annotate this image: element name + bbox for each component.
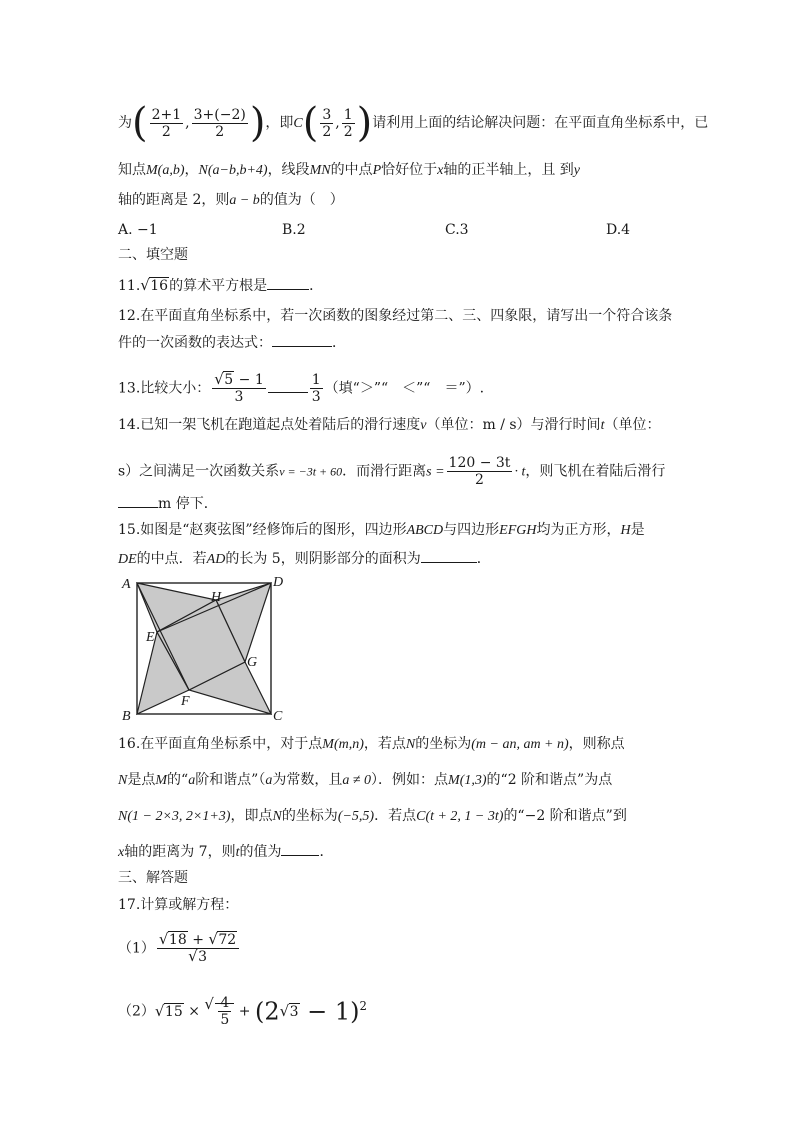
text: ． <box>309 278 324 294</box>
answer-blank <box>267 275 309 290</box>
radicand: 3 <box>198 949 208 965</box>
coordinate: (t + 2, 1 − 3t) <box>425 809 504 824</box>
axis-label: y <box>573 163 581 178</box>
q12-line2 <box>118 332 346 353</box>
text: 16.在平面直角坐标系中，对于点 <box>118 736 323 752</box>
answer-blank <box>118 493 158 508</box>
expression: (2 <box>254 997 280 1026</box>
fraction <box>310 372 323 405</box>
text: 14.已知一架飞机在跑道起点处着陆后的滑行速度 <box>118 417 421 433</box>
segment-label: AD <box>206 552 226 567</box>
radicand: 16 <box>150 278 169 294</box>
zhao-shuang-diagram <box>114 572 294 727</box>
numerator-rest: − 1 <box>234 372 264 388</box>
radicand: 18 <box>168 932 187 948</box>
point-label: M <box>322 737 334 752</box>
fraction <box>320 107 333 140</box>
sqrt-expression <box>280 1002 300 1022</box>
axis-label: x <box>437 163 444 178</box>
point-label: C <box>416 809 426 824</box>
point-label: M <box>155 773 168 788</box>
q16-line2 <box>118 770 612 791</box>
numerator: 120 − 3t <box>448 455 511 471</box>
choice-d: D.4 <box>606 222 631 238</box>
q16-line3 <box>118 806 627 827</box>
text: 的“ <box>167 772 189 788</box>
denominator: 2 <box>161 123 171 140</box>
text: 轴的距离是 2，则 <box>118 192 230 208</box>
answer-blank <box>272 332 332 347</box>
q15-line1 <box>118 520 645 541</box>
coordinate: (m,n) <box>333 737 364 752</box>
axis-label: x <box>118 845 125 860</box>
numerator <box>157 932 239 949</box>
point-label: N <box>118 773 128 788</box>
text: 是点 <box>127 772 156 788</box>
fraction <box>447 455 513 488</box>
text: ，若点 <box>363 736 406 752</box>
text: ．而滑行距离 <box>342 463 427 480</box>
point-label: C <box>293 116 303 131</box>
variable: a <box>265 773 273 788</box>
denominator <box>157 949 239 965</box>
fraction <box>342 107 355 140</box>
text: 15.如图是“赵爽弦图”经修饰后的图形，四边形 <box>118 522 407 538</box>
text: ． <box>319 844 334 860</box>
label-e: E <box>146 630 155 645</box>
numerator: 2+1 <box>151 106 182 123</box>
coordinate: (a,b) <box>157 163 185 178</box>
shape-label: EFGH <box>499 523 537 538</box>
label-d: D <box>273 575 284 590</box>
text: ，则称点 <box>568 736 625 752</box>
text: 的中点．若 <box>136 551 207 567</box>
coordinate: (−5,5) <box>337 809 375 824</box>
text: 件的一次函数的表达式： <box>118 335 272 351</box>
variable: t <box>600 418 605 433</box>
text: 是 <box>630 522 645 538</box>
point-label: M <box>448 773 460 788</box>
part-label: （2） <box>118 1003 155 1020</box>
sqrt-expression <box>214 372 234 388</box>
denominator: 3 <box>234 389 244 405</box>
denominator: 5 <box>220 1012 230 1028</box>
numerator <box>212 372 265 389</box>
open-paren: ( <box>132 100 148 146</box>
label-h: H <box>211 590 222 605</box>
radicand: 5 <box>224 372 234 388</box>
answer-blank <box>268 378 308 393</box>
exponent: 2 <box>359 998 367 1013</box>
point-label: N <box>198 163 208 178</box>
label-a: A <box>122 577 131 592</box>
expression: − 1) <box>299 997 360 1026</box>
text: 恰好位于 <box>381 162 438 178</box>
close-paren: ) <box>249 100 266 146</box>
fraction <box>192 107 248 140</box>
variable: t <box>235 845 240 860</box>
label-f: F <box>181 694 190 709</box>
inequality: a ≠ 0 <box>342 773 372 788</box>
numerator: 1 <box>311 372 321 388</box>
q10-line3 <box>118 190 344 211</box>
text: 的值为 <box>239 844 282 860</box>
operator: + <box>187 932 209 948</box>
coordinate: (m − an, am + n) <box>471 737 569 752</box>
radicand <box>215 995 234 1028</box>
text: ，即点 <box>230 808 273 824</box>
q10-line2 <box>118 160 580 181</box>
label-b: B <box>122 709 131 724</box>
q11 <box>118 275 323 296</box>
text: 均为正方形， <box>536 522 621 538</box>
q16-line4 <box>118 841 333 863</box>
text: ）．例如：点 <box>371 772 449 788</box>
numerator: 3+(−2) <box>193 106 246 123</box>
fraction <box>218 995 231 1028</box>
point-label: P <box>372 163 382 178</box>
question-number: 11. <box>118 278 141 294</box>
fraction <box>212 372 265 405</box>
text: 知点 <box>118 162 146 178</box>
operator: × <box>183 1003 205 1020</box>
q16-line1 <box>118 734 625 755</box>
answer-blank <box>281 841 319 856</box>
part-label: （1） <box>118 940 155 957</box>
label-c: C <box>273 709 283 724</box>
equation: · t <box>514 464 526 480</box>
q10-text-prefix: 为 <box>118 115 132 131</box>
text: 为常数，且 <box>272 772 343 788</box>
text: 的中点 <box>330 162 373 178</box>
text: 的长为 5，则阴影部分的面积为 <box>225 551 421 567</box>
fraction <box>150 107 184 140</box>
sqrt-expression <box>155 1002 184 1022</box>
open-paren: ( <box>302 100 319 146</box>
point-label: M <box>146 163 158 178</box>
q12-line1: 12.在平面直角坐标系中，若一次函数的图象经过第二、三、四象限，请写出一个符合该条 <box>118 308 673 324</box>
q14-line3 <box>118 493 218 514</box>
text: 的算术平方根是 <box>169 278 268 294</box>
text: 轴的正半轴上，且 到 <box>443 162 574 178</box>
text: （单位：m / s）与滑行时间 <box>426 417 601 433</box>
operator: + <box>234 1003 255 1020</box>
point-label: H <box>620 523 631 538</box>
q17-title: 17.计算或解方程： <box>118 897 239 913</box>
label-g: G <box>247 655 258 670</box>
q14-line1 <box>118 415 660 436</box>
text: 与四边形 <box>443 522 500 538</box>
shape-label: ABCD <box>406 523 444 538</box>
q17-part2 <box>118 995 367 1028</box>
segment-label: MN <box>309 163 331 178</box>
segment-label: DE <box>118 552 137 567</box>
denominator: 2 <box>215 123 225 140</box>
coordinate: (a−b,b+4) <box>207 163 268 178</box>
denominator: 2 <box>475 472 484 488</box>
point-label: N <box>118 809 128 824</box>
q15-line2 <box>118 548 491 570</box>
text: 的值为（ ） <box>259 192 344 208</box>
text: s）之间满足一次函数关系 <box>118 463 280 480</box>
denominator: 2 <box>343 123 353 140</box>
text: ．若点 <box>374 808 417 824</box>
sqrt-expression <box>188 949 208 965</box>
text: 13.比较大小： <box>118 380 211 397</box>
text: ． <box>332 335 346 351</box>
q13 <box>118 372 484 405</box>
text: 轴的距离为 7，则 <box>124 844 236 860</box>
radicand: 15 <box>164 1003 183 1020</box>
q10-text-mid: ，即 <box>265 115 294 131</box>
text: （单位： <box>604 417 661 433</box>
choice-a: A. −1 <box>118 222 158 238</box>
radicand: 3 <box>289 1003 299 1020</box>
coordinate: (1,3) <box>459 773 487 788</box>
sqrt-expression <box>159 932 188 948</box>
text: ，线段 <box>267 162 310 178</box>
sqrt-expression <box>204 995 234 1028</box>
section-heading-fill-in: 二、填空题 <box>118 247 188 263</box>
text: ， <box>184 162 199 178</box>
numerator: 3 <box>322 106 332 123</box>
q10-line1: 为( $\frac{2+1}{2}$ , $\frac{3+(-2)}{2}$ )，即C( $\frac{3}{2}$ , $\frac{1}{2}$ )请利用上面的结论解决问题：在平面直角坐标系中，已 <box>118 100 709 146</box>
sqrt-expression <box>140 276 169 296</box>
sqrt-expression <box>208 932 237 948</box>
text: 的坐标为 <box>281 808 338 824</box>
numerator: √ 4 <box>220 995 230 1011</box>
choice-b: B.2 <box>282 222 306 238</box>
q17-part1 <box>118 932 241 965</box>
radicand: 72 <box>218 932 237 948</box>
q10-text-suffix: 请利用上面的结论解决问题：在平面直角坐标系中，已 <box>372 115 709 131</box>
text: 阶和谐点”（ <box>195 772 266 788</box>
text: （填“＞”“ ＜”“ ＝”）. <box>324 380 485 397</box>
close-paren: ) <box>356 100 373 146</box>
text: ． <box>476 551 491 567</box>
equation: v = −3t + 60 <box>279 464 343 479</box>
denominator: 2 <box>322 123 332 140</box>
text: 的坐标为 <box>415 736 472 752</box>
coordinate: (1 − 2×3, 2×1+3) <box>127 809 231 824</box>
text: ，则飞机在着陆后滑行 <box>525 463 666 480</box>
text: 的“−2 阶和谐点”到 <box>503 808 627 824</box>
variable: a <box>188 773 196 788</box>
text: m 停下． <box>158 496 218 512</box>
variable: v <box>420 418 427 433</box>
fraction <box>157 932 239 965</box>
denominator: 3 <box>311 389 321 405</box>
point-label: N <box>272 809 282 824</box>
equation: s = <box>426 464 445 480</box>
text: 的“2 阶和谐点”为点 <box>486 772 613 788</box>
answer-blank <box>421 548 477 563</box>
point-label: N <box>405 737 416 752</box>
q14-line2 <box>118 455 665 488</box>
expression: a − b <box>229 193 260 208</box>
section-heading-solutions: 三、解答题 <box>118 870 188 886</box>
numerator: 1 <box>343 106 353 123</box>
choice-c: C.3 <box>445 222 469 238</box>
